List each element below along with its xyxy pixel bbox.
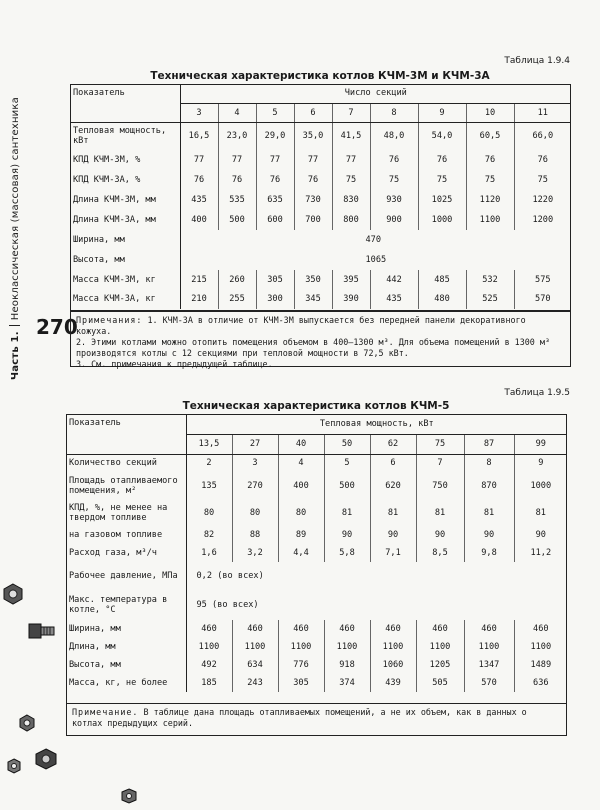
indicator-header: Показатель (66, 414, 186, 454)
cell-value: 81 (370, 500, 416, 526)
cell-value: 435 (180, 190, 218, 210)
table-row (66, 620, 567, 638)
note-item: 1. КЧМ-3А в отличие от КЧМ-3М выпускается без передней панели декоративного кожуха. (76, 315, 526, 336)
cell-value: 1205 (416, 656, 464, 674)
cell-value: 5,8 (324, 544, 370, 562)
cell-value: 1060 (370, 656, 416, 674)
cell-value: 75 (466, 170, 514, 190)
section-label: Неоклассическая (массовая) сантехника (10, 97, 21, 321)
cell-value: 460 (416, 620, 464, 638)
cell-value: 350 (294, 270, 332, 289)
cell-value: 1000 (530, 481, 552, 491)
cell-value: 535 (218, 190, 256, 210)
cell-value: 1100 (232, 638, 278, 656)
cell-value: 505 (416, 674, 464, 692)
merged-value: 470 (365, 235, 382, 245)
cell-value: 776 (278, 656, 324, 674)
cell-value: 185 (186, 674, 232, 692)
merged-value: 95 (во всех) (196, 600, 259, 610)
nut-icon (18, 714, 36, 732)
nut-icon (2, 582, 24, 606)
cell-value: 390 (332, 289, 370, 309)
row-label: Масса КЧМ-3А, кг (70, 289, 180, 309)
cell-value: 1220 (532, 195, 554, 205)
cell-value: 90 (370, 526, 416, 544)
cell-value: 90 (416, 526, 464, 544)
column-header: 40 (278, 434, 324, 454)
cell-value: 77 (218, 150, 256, 170)
note-item: 3. См. примечания к предыдущей таблице. (76, 359, 273, 369)
cell-value: 270 (232, 472, 278, 500)
cell-value: 1120 (466, 190, 514, 210)
cell-value: 60,5 (466, 122, 514, 150)
cell-value: 480 (418, 289, 466, 309)
note-text: В таблице дана площадь отапливаемых помещений, а не их объем, как в данных о котлах предыдущих серий. (72, 707, 527, 728)
cell-value: 1200 (532, 215, 554, 225)
cell-value: 76 (180, 170, 218, 190)
cell-value: 636 (533, 678, 549, 688)
cell-value: 6 (370, 454, 416, 472)
cell-value: 460 (370, 620, 416, 638)
row-label: Расход газа, м³/ч (66, 544, 186, 562)
table-row (70, 250, 571, 270)
merged-value: 1065 (365, 255, 387, 265)
cell-value: 1000 (418, 210, 466, 230)
column-header: 27 (232, 434, 278, 454)
cell-value: 4 (278, 454, 324, 472)
cell-value: 82 (186, 526, 232, 544)
cell-value: 1100 (464, 638, 514, 656)
cell-value: 76 (418, 150, 466, 170)
cell-value: 570 (535, 294, 551, 304)
section-caption (9, 97, 21, 380)
cell-value: 460 (278, 620, 324, 638)
cell-value: 75 (370, 170, 418, 190)
cell-value: 460 (186, 620, 232, 638)
cell-value: 305 (256, 270, 294, 289)
row-label: Тепловая мощность, кВт (70, 122, 180, 150)
cell-value: 442 (370, 270, 418, 289)
row-label: Площадь отапливаемого помещения, м² (66, 472, 186, 500)
cell-value: 260 (218, 270, 256, 289)
cell-value: 345 (294, 289, 332, 309)
cell-value: 76 (537, 155, 548, 165)
column-header: 3 (180, 103, 218, 122)
cell-value: 620 (370, 472, 416, 500)
cell-value: 7,1 (370, 544, 416, 562)
cell-value: 77 (180, 150, 218, 170)
cell-value: 8,5 (416, 544, 464, 562)
boiler-table-kchm3 (70, 84, 571, 309)
cell-value: 80 (232, 500, 278, 526)
cell-value: 1100 (530, 642, 552, 652)
row-label: КПД КЧМ-3М, % (70, 150, 180, 170)
cell-value: 89 (278, 526, 324, 544)
table-row (66, 656, 567, 674)
row-label: Ширина, мм (66, 620, 186, 638)
table-row (70, 289, 571, 309)
page-sidebar (0, 0, 78, 810)
cell-value: 54,0 (418, 122, 466, 150)
merged-value: 0,2 (во всех) (196, 571, 264, 581)
table-row (70, 210, 571, 230)
column-header: 99 (514, 434, 567, 454)
cell-value: 81 (535, 508, 546, 518)
cell-value: 730 (294, 190, 332, 210)
cell-value: 3,2 (232, 544, 278, 562)
notes-heading: Примечания: (76, 315, 143, 325)
cell-value: 485 (418, 270, 466, 289)
cell-value: 305 (278, 674, 324, 692)
table-note (66, 703, 567, 736)
cell-value: 75 (537, 175, 548, 185)
column-header: 13,5 (186, 434, 232, 454)
nut-icon (34, 748, 58, 770)
cell-value: 1347 (464, 656, 514, 674)
cell-value: 1100 (416, 638, 464, 656)
cell-value: 600 (256, 210, 294, 230)
row-label: КПД КЧМ-3А, % (70, 170, 180, 190)
cell-value: 48,0 (370, 122, 418, 150)
cell-value: 460 (232, 620, 278, 638)
cell-value: 400 (278, 472, 324, 500)
table-row (66, 674, 567, 692)
table-row (66, 544, 567, 562)
note-item: 2. Этими котлами можно отопить помещения объемом в 400—1300 м³. Для объема помещений в 1300 м³ производятся котлы с 12 секциями при тепловой мощности в 72,5 кВт. (76, 337, 550, 358)
cell-value: 9 (538, 458, 544, 469)
cell-value: 76 (466, 150, 514, 170)
cell-value: 635 (256, 190, 294, 210)
indicator-header: Показатель (70, 84, 180, 122)
cell-value: 11,2 (530, 548, 552, 558)
cell-value: 41,5 (332, 122, 370, 150)
table-row (66, 638, 567, 656)
note-heading: Примечание. (72, 707, 139, 717)
cell-value: 800 (332, 210, 370, 230)
table-number: Таблица 1.9.5 (504, 388, 570, 398)
cell-value: 76 (218, 170, 256, 190)
row-label: Длина КЧМ-3А, мм (70, 210, 180, 230)
cell-value: 215 (180, 270, 218, 289)
table-row (70, 170, 571, 190)
cell-value: 77 (294, 150, 332, 170)
cell-value: 77 (256, 150, 294, 170)
cell-value: 75 (332, 170, 370, 190)
bolt-icon (28, 618, 56, 644)
cell-value: 700 (294, 210, 332, 230)
nut-icon (6, 758, 22, 774)
cell-value: 3 (232, 454, 278, 472)
table-title: Техническая характеристика котлов КЧМ-5 (182, 400, 450, 412)
cell-value: 8 (464, 454, 514, 472)
table-number: Таблица 1.9.4 (504, 56, 570, 66)
row-label: Ширина, мм (70, 230, 180, 250)
cell-value: 1100 (466, 210, 514, 230)
cell-value: 918 (324, 656, 370, 674)
row-label: Длина КЧМ-3М, мм (70, 190, 180, 210)
page-number: 270 (36, 315, 78, 339)
column-header: 4 (218, 103, 256, 122)
column-header: 5 (256, 103, 294, 122)
row-label: Макс. температура в котле, °С (66, 590, 186, 620)
cell-value: 210 (180, 289, 218, 309)
cell-value: 2 (186, 454, 232, 472)
part-label: Часть 1. (10, 331, 21, 380)
row-label: КПД, %, не менее на твердом топливе (66, 500, 186, 526)
cell-value: 460 (324, 620, 370, 638)
cell-value: 80 (278, 500, 324, 526)
cell-value: 492 (186, 656, 232, 674)
cell-value: 1100 (278, 638, 324, 656)
cell-value: 500 (218, 210, 256, 230)
cell-value: 532 (466, 270, 514, 289)
table-title: Техническая характеристика котлов КЧМ-3М и КЧМ-3А (150, 70, 490, 82)
cell-value: 80 (186, 500, 232, 526)
cell-value: 7 (416, 454, 464, 472)
cell-value: 81 (324, 500, 370, 526)
cell-value: 1025 (418, 190, 466, 210)
cell-value: 570 (464, 674, 514, 692)
cell-value: 1100 (186, 638, 232, 656)
cell-value: 830 (332, 190, 370, 210)
column-group-header: Тепловая мощность, кВт (186, 414, 567, 434)
cell-value: 870 (464, 472, 514, 500)
cell-value: 135 (186, 472, 232, 500)
cell-value: 4,4 (278, 544, 324, 562)
cell-value: 66,0 (532, 131, 554, 142)
cell-value: 435 (370, 289, 418, 309)
cell-value: 243 (232, 674, 278, 692)
table-row (66, 526, 567, 544)
cell-value: 88 (232, 526, 278, 544)
cell-value: 77 (332, 150, 370, 170)
row-label: Масса, кг, не более (66, 674, 186, 692)
cell-value: 634 (232, 656, 278, 674)
row-label: Высота, мм (70, 250, 180, 270)
nut-icon (120, 788, 138, 804)
cell-value: 460 (533, 624, 549, 634)
cell-value: 76 (294, 170, 332, 190)
cell-value: 29,0 (256, 122, 294, 150)
table-row (70, 150, 571, 170)
cell-value: 300 (256, 289, 294, 309)
cell-value: 90 (324, 526, 370, 544)
column-header: 8 (370, 103, 418, 122)
cell-value: 374 (324, 674, 370, 692)
cell-value: 900 (370, 210, 418, 230)
cell-value: 750 (416, 472, 464, 500)
cell-value: 400 (180, 210, 218, 230)
cell-value: 76 (370, 150, 418, 170)
column-header: 11 (514, 103, 571, 122)
table-row (70, 270, 571, 289)
row-label: Высота, мм (66, 656, 186, 674)
cell-value: 575 (535, 274, 551, 285)
column-group-header: Число секций (180, 84, 571, 103)
row-label: Масса КЧМ-3М, кг (70, 270, 180, 289)
cell-value: 90 (535, 530, 546, 540)
divider (9, 325, 20, 326)
table-notes (70, 311, 571, 367)
table-row (70, 190, 571, 210)
table-row (66, 472, 567, 500)
cell-value: 1,6 (186, 544, 232, 562)
column-header: 75 (416, 434, 464, 454)
column-header: 7 (332, 103, 370, 122)
cell-value: 9,8 (464, 544, 514, 562)
cell-value: 930 (370, 190, 418, 210)
table-row (66, 590, 567, 620)
column-header: 62 (370, 434, 416, 454)
cell-value: 35,0 (294, 122, 332, 150)
cell-value: 75 (418, 170, 466, 190)
row-label: на газовом топливе (66, 526, 186, 544)
cell-value: 90 (464, 526, 514, 544)
table-row (70, 122, 571, 150)
cell-value: 1100 (370, 638, 416, 656)
boiler-table-kchm5 (66, 414, 567, 692)
row-label: Количество секций (66, 454, 186, 472)
row-label: Длина, мм (66, 638, 186, 656)
cell-value: 16,5 (180, 122, 218, 150)
table-row (66, 562, 567, 590)
column-header: 10 (466, 103, 514, 122)
cell-value: 5 (324, 454, 370, 472)
column-header: 9 (418, 103, 466, 122)
cell-value: 395 (332, 270, 370, 289)
cell-value: 460 (464, 620, 514, 638)
column-header: 50 (324, 434, 370, 454)
cell-value: 81 (464, 500, 514, 526)
row-label: Рабочее давление, МПа (66, 562, 186, 590)
cell-value: 81 (416, 500, 464, 526)
cell-value: 1100 (324, 638, 370, 656)
cell-value: 255 (218, 289, 256, 309)
cell-value: 500 (324, 472, 370, 500)
column-header: 6 (294, 103, 332, 122)
table-row (66, 454, 567, 472)
cell-value: 76 (256, 170, 294, 190)
cell-value: 23,0 (218, 122, 256, 150)
table-row (66, 500, 567, 526)
cell-value: 525 (466, 289, 514, 309)
cell-value: 439 (370, 674, 416, 692)
cell-value: 1489 (530, 660, 552, 670)
column-header: 87 (464, 434, 514, 454)
table-row (70, 230, 571, 250)
